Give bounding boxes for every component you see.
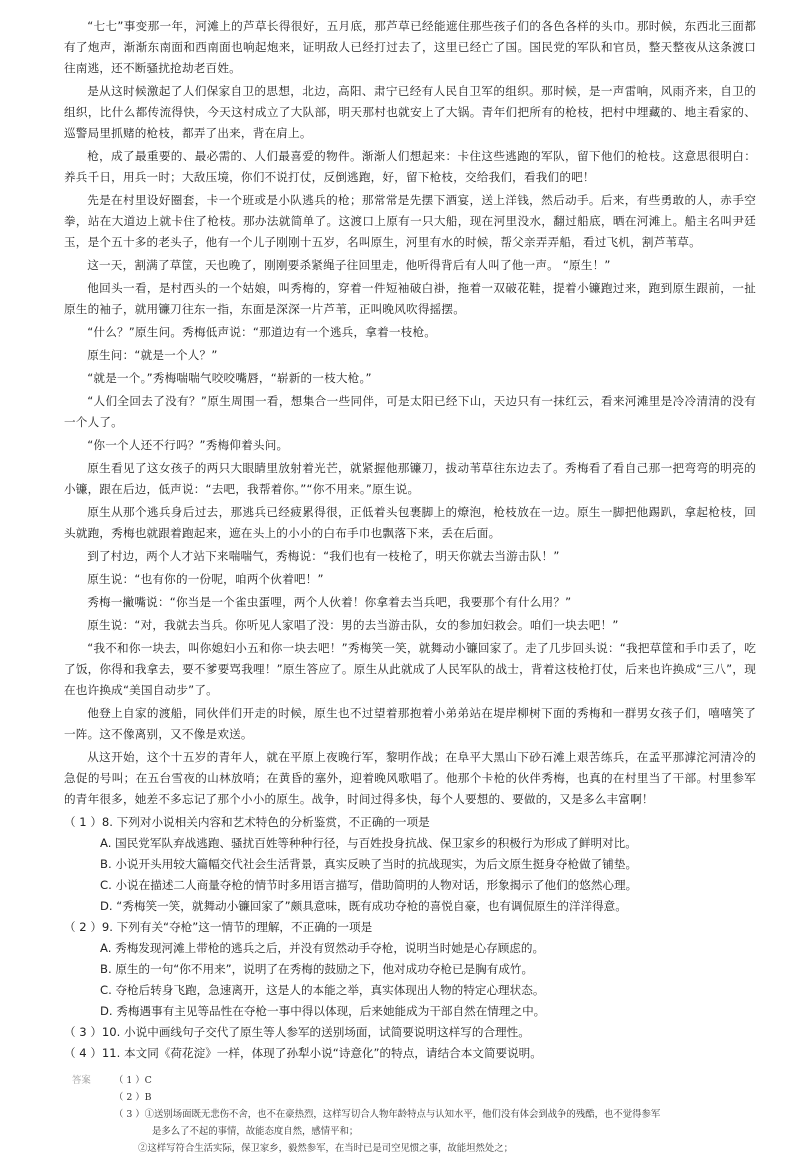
option-d: D. “秀梅笑一笑，就舞动小镰回家了”颇具意味，既有成功夺枪的喜悦自豪，也有调侃原生的洋洋得意。 [100, 899, 627, 913]
answer-item: （ 3 ）①送别场面既无悲伤不舍，也不在豪热烈，这样写切合人物年龄特点与认知水平，他们没有体会到战争的残酷，也不觉得参军 [114, 1109, 661, 1120]
question-stem: （ 2 ）9. 下列有关“夺枪”这一情节的理解，不正确的一项是 [64, 920, 373, 934]
story-paragraph: 他登上自家的渡船，同伙伴们开走的时候，原生也不过望着那抱着小弟弟站在堤岸柳树下面的秀梅和一群男女孩子们，嘻嘻笑了一阵。这不像离别，又不像是欢送。 [64, 706, 756, 741]
question-9 [64, 917, 756, 1022]
answer-block [64, 1072, 756, 1157]
story-paragraph: 原生问：“就是一个人？” [87, 348, 218, 362]
story-paragraph: “七七”事变那一年，河滩上的芦草长得很好，五月底，那芦草已经能遮住那些孩子们的各色各样的头巾。那时候，东西北三面都有了炮声，渐渐东南面和西南面也响起炮来，证明敌人已经打过去了，这里已经亡了国。国民党的军队和官员，整天整夜从这条渡口往南逃，还不断骚扰抢劫老百姓。 [64, 19, 756, 75]
story-paragraph: 原生说：“也有你的一份呢，咱两个伙着吧！” [87, 572, 324, 586]
story-paragraph: “人们全回去了没有？”原生周围一看，想集合一些同伴，可是太阳已经下山，天边只有一抹红云，看来河滩里是冷冷清清的没有一个人了。 [64, 394, 756, 429]
story-paragraph: 这一天，割满了草筐，天也晚了，刚刚要杀紧绳子往回里走，他听得背后有人叫了他一声。 “原生！” [87, 258, 611, 272]
story-paragraph: 枪，成了最重要的、最必需的、人们最喜爱的物件。渐渐人们想起来：卡住这些逃跑的军队，留下他们的枪枝。这意思很明白：养兵千日，用兵一时；大敌压境，你们不说打仗，反倒逃跑，好，留下枪枝，交给我们，看我们的吧！ [64, 149, 756, 184]
story-paragraph: 原生从那个逃兵身后过去，那逃兵已经疲累得很，正低着头包裹脚上的燎泡，枪枝放在一边。原生一脚把他踢趴，拿起枪枝，回头就跑，秀梅也就跟着跑起来，遮在头上的小小的白布手巾也飘落下来，丢在后面。 [64, 505, 756, 540]
option-b: B. 原生的一句“你不用来”，说明了在秀梅的鼓励之下，他对成功夺枪已是胸有成竹。 [100, 962, 534, 976]
story-text [64, 16, 756, 810]
question-stem: （ 3 ）10. 小说中画线句子交代了原生等人参军的送别场面，试简要说明这样写的合理性。 [64, 1025, 530, 1039]
story-paragraph: 是从这时候激起了人们保家自卫的思想，北边，高阳、肃宁已经有人民自卫军的组织。那时候，是一声雷响，风雨齐来，自卫的组织，比什么都传流得快，今天这村成立了大队部，明天那村也就安上了大锅。青年们把所有的枪枝，把村中埋藏的、地主看家的、巡警局里抓赌的枪枝，都弄了出来，背在肩上。 [64, 84, 756, 140]
story-paragraph: “什么？”原生问。秀梅低声说：“那道边有一个逃兵，拿着一枝枪。 [87, 325, 437, 339]
story-paragraph: “我不和你一块去，叫你媳妇小五和你一块去吧！”秀梅笑一笑，就舞动小镰回家了。走了几步回头说：“我把草筐和手巾丢了，吃了饭，你得和我拿去，要不爹要骂我哩！”原生答应了。原生从此就成了人民军队的战士，背着这枝枪打仗，后来也许换成“三八”，现在也许换成“美国自动步”了。 [64, 641, 756, 697]
answer-item: （ 2 ）B [114, 1092, 152, 1103]
question-11 [64, 1043, 756, 1064]
story-paragraph: 到了村边，两个人才站下来喘喘气，秀梅说：“我们也有一枝枪了，明天你就去当游击队！” [87, 549, 560, 563]
answer-tag: 答案 [72, 1075, 91, 1086]
answer-item: （ 1 ）C [114, 1075, 152, 1086]
story-paragraph: 原生看见了这女孩子的两只大眼睛里放射着光芒，就紧握他那镰刀，拔动苇草往东边去了。秀梅看了看自己那一把弯弯的明亮的小镰，跟在后边，低声说：“去吧，我帮着你。”“你不用来。”原生说。 [64, 461, 756, 496]
story-paragraph: 秀梅一撇嘴说：“你当是一个雀虫蛋哩，两个人伙着！你拿着去当兵吧，我要那个有什么用？” [87, 595, 572, 609]
option-c: C. 小说在描述二人商量夺枪的情节时多用语言描写，借助简明的人物对话，形象揭示了他们的悠然心理。 [100, 878, 638, 892]
story-paragraph: 原生说：“对，我就去当兵。你听见人家唱了没：男的去当游击队，女的参加妇救会。咱们一块去吧！” [87, 618, 619, 632]
story-paragraph: “你一个人还不行吗？”秀梅仰着头问。 [87, 438, 289, 452]
question-stem: （ 1 ）8. 下列对小说相关内容和艺术特色的分析鉴赏，不正确的一项是 [64, 815, 430, 829]
story-paragraph: 他回头一看，是村西头的一个姑娘，叫秀梅的，穿着一件短袖破白褂，拖着一双破花鞋，提着小镰跑过来，跑到原生跟前，一扯原生的袖子，就用镰刀往东一指，东面是深深一片芦苇，正叫晚风吹得摇摆。 [64, 281, 756, 316]
story-paragraph: “就是一个。”秀梅喘喘气咬咬嘴唇，“崭新的一枝大枪。” [87, 371, 372, 385]
option-b: B. 小说开头用较大篇幅交代社会生活背景，真实反映了当时的抗战现实，为后文原生挺身夺枪做了铺垫。 [100, 857, 638, 871]
question-10 [64, 1022, 756, 1043]
option-d: D. 秀梅遇事有主见等品性在夺枪一事中得以体现，后来她能成为干部自然在情理之中。 [100, 1004, 546, 1018]
answer-item: ②这样写符合生活实际，保卫家乡，毅然参军，在当时已是司空见惯之事，故能坦然处之； [138, 1143, 514, 1154]
question-8 [64, 812, 756, 917]
question-list [64, 812, 756, 1064]
question-stem: （ 4 ）11. 本文同《荷花淀》一样，体现了孙犁小说“诗意化”的特点，请结合本文简要说明。 [64, 1046, 542, 1060]
story-paragraph: 从这开始，这个十五岁的青年人，就在平原上夜晚行军，黎明作战；在阜平大黑山下砂石滩上艰苦练兵，在孟平那滹沱河清冷的急促的号叫；在五台雪夜的山林放哨；在黄昏的塞外，迎着晚风歌唱了。他那个卡枪的伙伴秀梅，也真的在村里当了干部。村里参军的青年很多，她差不多忘记了那个小小的原生。战争，时间过得多快，每个人要想的、要做的，又是多么丰富啊！ [64, 750, 756, 806]
answer-item-continuation: 是多么了不起的事情，故能态度自然，感情平和； [152, 1126, 359, 1137]
option-a: A. 国民党军队弃战逃跑、骚扰百姓等种种行径，与百姓投身抗战、保卫家乡的积极行为形成了鲜明对比。 [100, 836, 637, 850]
option-c: C. 夺枪后转身飞跑，急速离开，这是人的本能之举，真实体现出人物的特定心理状态。 [100, 983, 545, 997]
story-paragraph: 先是在村里设好圈套，卡一个班或是小队逃兵的枪；那常常是先摆下酒宴，送上洋钱，然后动手。后来，有些勇敢的人，赤手空拳，站在大道边上就卡住了枪枝。那办法就简单了。这渡口上原有一只大船，现在河里没水，翻过船底，晒在河滩上。船主名叫尹廷玉，是个五十多的老头子，他有一个儿子刚刚十五岁，名叫原生，河里有水的时候，帮父亲弄弄船，看过飞机，割芦苇草。 [64, 193, 756, 249]
option-a: A. 秀梅发现河滩上带枪的逃兵之后，并没有贸然动手夺枪，说明当时她是心存顾虑的。 [100, 941, 545, 955]
